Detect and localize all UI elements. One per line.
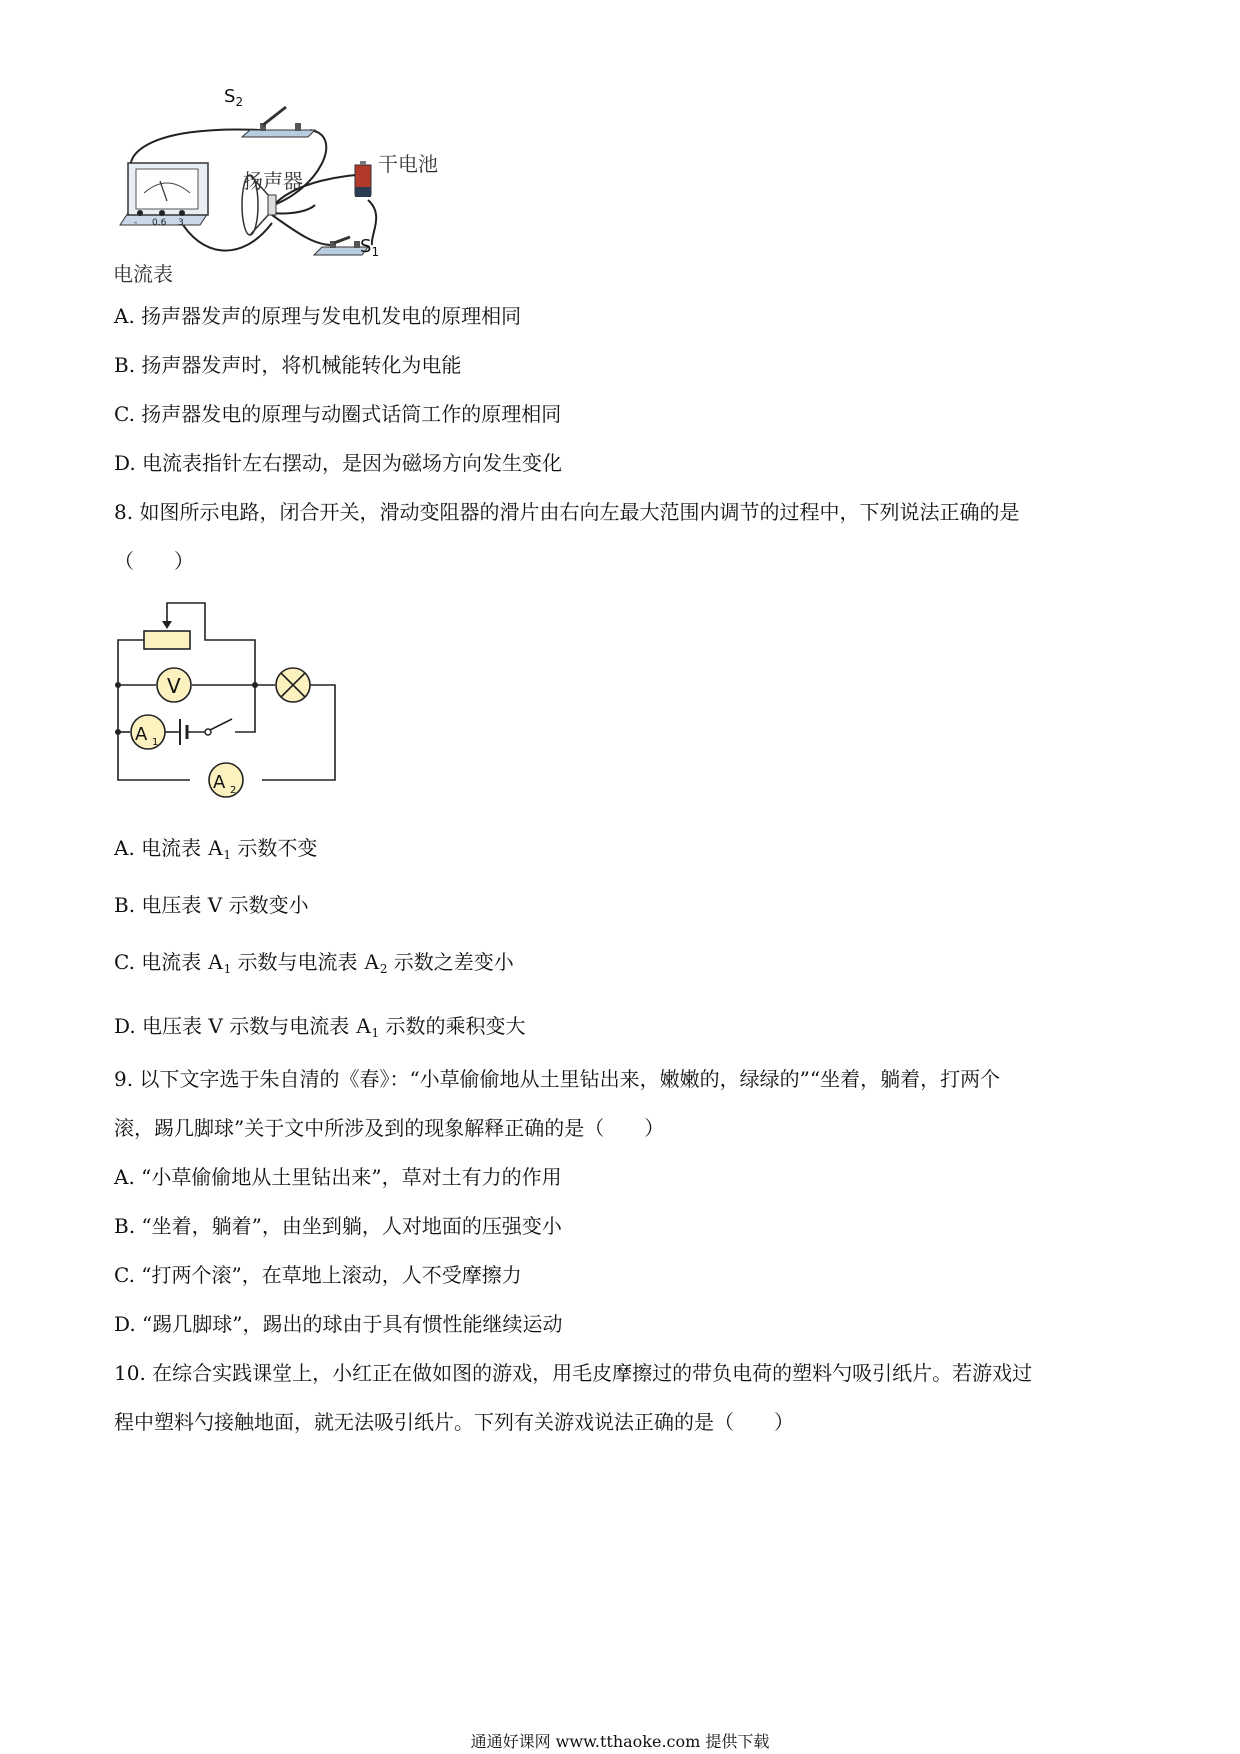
q10-stem-line1: 10. 在综合实践课堂上，小红正在做如图的游戏，用毛皮摩擦过的带负电荷的塑料勺吸引纸片。若游戏过 (114, 1361, 1033, 1385)
figure-circuit-q8 (110, 595, 350, 805)
label-s1: $S_1$ (360, 236, 380, 259)
q8-option-d: D. 电压表 V 示数与电流表 $A_1$ 示数的乘积变大 (114, 1013, 526, 1040)
circuit-label: A (213, 772, 226, 793)
circuit-label: A (135, 724, 148, 745)
page-footer: 通通好课网 www.tthaoke.com 提供下载 (470, 1732, 770, 1751)
label-ammeter: 电流表 (113, 262, 173, 286)
label-speaker: 扬声器 (243, 169, 303, 193)
q9-stem-line1: 9. 以下文字选于朱自清的《春》：“小草偷偷地从土里钻出来，嫩嫩的，绿绿的”“坐着，躺着，打两个 (114, 1067, 1001, 1091)
q8-stem: 8. 如图所示电路，闭合开关，滑动变阻器的滑片由右向左最大范围内调节的过程中，下列说法正确的是 (114, 500, 1020, 524)
battery-device (355, 161, 371, 197)
switch-s2 (242, 107, 315, 137)
ammeter-device (120, 163, 208, 228)
meter-terminal-label: 0.6 (152, 218, 167, 228)
q9-option-b: B. “坐着，躺着”，由坐到躺，人对地面的压强变小 (114, 1214, 562, 1238)
q8-stem-bracket: （ ） (114, 549, 194, 573)
q10-stem-line2: 程中塑料勺接触地面，就无法吸引纸片。下列有关游戏说法正确的是（ ） (114, 1410, 794, 1434)
q9-option-a: A. “小草偷偷地从土里钻出来”，草对土有力的作用 (114, 1165, 562, 1189)
q7-option-c: C. 扬声器发电的原理与动圈式话筒工作的原理相同 (114, 402, 562, 426)
q9-stem-line2: 滚，踢几脚球”关于文中所涉及到的现象解释正确的是（ ） (114, 1116, 665, 1140)
circuit-label: 2 (230, 785, 237, 796)
label-s2: $S_2$ (224, 86, 244, 109)
q9-option-c: C. “打两个滚”，在草地上滚动，人不受摩擦力 (114, 1263, 522, 1287)
meter-terminal-label: - (134, 218, 138, 228)
meter-terminal-label: 3 (178, 218, 184, 228)
circuit-label: V (167, 674, 181, 698)
q7-option-d: D. 电流表指针左右摆动，是因为磁场方向发生变化 (114, 451, 563, 475)
circuit-label: 1 (152, 737, 159, 748)
q8-option-b: B. 电压表 V 示数变小 (114, 893, 309, 917)
q9-option-d: D. “踢几脚球”，踢出的球由于具有惯性能继续运动 (114, 1312, 563, 1336)
q7-option-a: A. 扬声器发声的原理与发电机发电的原理相同 (114, 304, 522, 328)
q7-option-b: B. 扬声器发声时，将机械能转化为电能 (114, 353, 462, 377)
q8-option-a: A. 电流表 $A_1$ 示数不变 (114, 835, 318, 862)
q8-option-c: C. 电流表 $A_1$ 示数与电流表 $A_2$ 示数之差变小 (114, 949, 514, 976)
label-battery: 干电池 (378, 152, 438, 176)
